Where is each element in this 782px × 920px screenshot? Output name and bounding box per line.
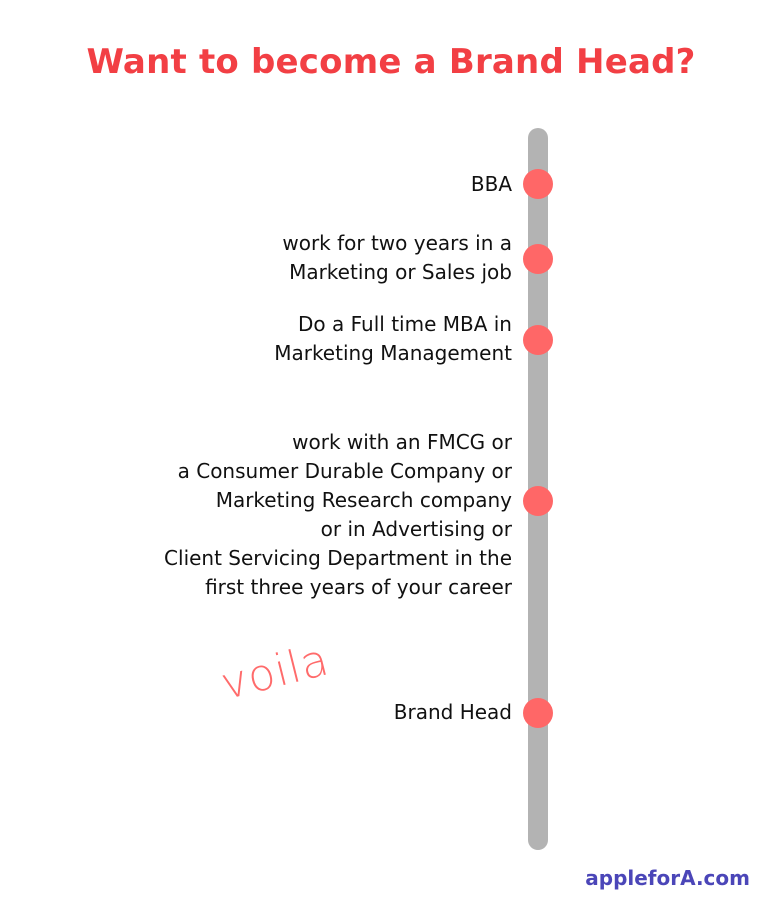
step-bba: BBA: [470, 172, 512, 196]
timeline-dot-bba: [523, 169, 553, 199]
step-career-start: work with an FMCG or a Consumer Durable Company or Marketing Research company or in Advertising or Client Servicing Department in the first three years of your career: [164, 430, 512, 599]
timeline-dot-brand-head: [523, 698, 553, 728]
step-mba: Do a Full time MBA in Marketing Management: [274, 312, 512, 365]
site-watermark: appleforA.com: [585, 866, 750, 890]
timeline-dot-career-start: [523, 486, 553, 516]
timeline-dot-work-experience: [523, 244, 553, 274]
voila-annotation: voila: [215, 634, 335, 711]
step-brand-head: Brand Head: [393, 700, 512, 724]
page-title: Want to become a Brand Head?: [86, 42, 696, 82]
timeline-dot-mba: [523, 325, 553, 355]
step-work-experience: work for two years in a Marketing or Sales job: [282, 231, 512, 284]
